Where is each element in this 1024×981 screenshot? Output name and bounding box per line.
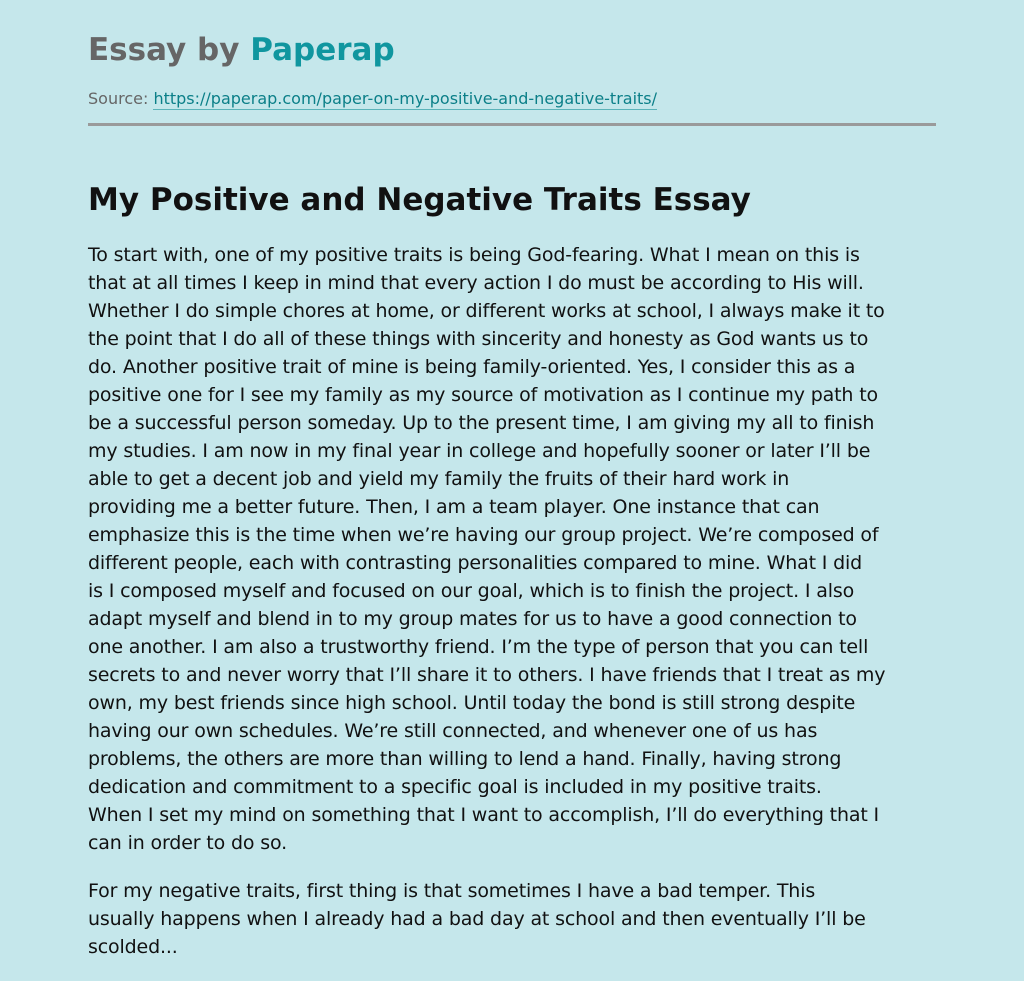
paragraph-line: adapt myself and blend in to my group mates for us to have a good connection to xyxy=(88,608,857,630)
paragraph-line: usually happens when I already had a bad day at school and then eventually I’ll be xyxy=(88,908,866,930)
header-divider xyxy=(88,123,936,126)
paragraph-line: able to get a decent job and yield my family the fruits of their hard work in xyxy=(88,468,790,490)
paragraph-line: For my negative traits, first thing is that sometimes I have a bad temper. This xyxy=(88,880,816,902)
paragraph-line: When I set my mind on something that I want to accomplish, I’ll do everything that I xyxy=(88,804,879,826)
paragraph-line: different people, each with contrasting personalities compared to mine. What I did xyxy=(88,552,863,574)
paragraph-line: emphasize this is the time when we’re having our group project. We’re composed of xyxy=(88,524,879,546)
paragraph-line: is I composed myself and focused on our goal, which is to finish the project. I also xyxy=(88,580,855,602)
paragraph-line: Whether I do simple chores at home, or different works at school, I always make it to xyxy=(88,300,885,322)
source-label: Source: xyxy=(88,89,154,108)
paragraph-line: providing me a better future. Then, I am a team player. One instance that can xyxy=(88,496,820,518)
paragraph-line: positive one for I see my family as my source of motivation as I continue my path to xyxy=(88,384,878,406)
brand-name: Paperap xyxy=(250,32,395,68)
site-brand xyxy=(88,30,395,70)
paragraph-line: To start with, one of my positive traits is being God-fearing. What I mean on this is xyxy=(88,244,860,266)
paragraph-line: scolded... xyxy=(88,936,178,958)
paragraph-line: secrets to and never worry that I’ll share it to others. I have friends that I treat as my xyxy=(88,664,886,686)
paragraph-line: can in order to do so. xyxy=(88,832,288,854)
paragraph-line: the point that I do all of these things with sincerity and honesty as God wants us to xyxy=(88,328,869,350)
paragraph-line: own, my best friends since high school. Until today the bond is still strong despite xyxy=(88,692,856,714)
essay-body xyxy=(88,241,948,981)
paragraph-line: be a successful person someday. Up to the present time, I am giving my all to finish xyxy=(88,412,875,434)
source-line xyxy=(88,88,657,110)
paragraph-line: do. Another positive trait of mine is being family-oriented. Yes, I consider this as a xyxy=(88,356,856,378)
paragraph-line: dedication and commitment to a specific goal is included in my positive traits. xyxy=(88,776,822,798)
paragraph-line: one another. I am also a trustworthy friend. I’m the type of person that you can tell xyxy=(88,636,869,658)
brand-prefix: Essay by xyxy=(88,32,251,68)
essay-paragraph-2 xyxy=(88,877,948,961)
paragraph-line: having our own schedules. We’re still connected, and whenever one of us has xyxy=(88,720,818,742)
paragraph-line: my studies. I am now in my final year in college and hopefully sooner or later I’ll be xyxy=(88,440,871,462)
paragraph-line: that at all times I keep in mind that every action I do must be according to His will. xyxy=(88,272,864,294)
paragraph-line: problems, the others are more than willing to lend a hand. Finally, having strong xyxy=(88,748,842,770)
essay-paragraph-1 xyxy=(88,241,948,857)
source-link[interactable]: https://paperap.com/paper-on-my-positive-and-negative-traits/ xyxy=(153,89,658,108)
essay-title: My Positive and Negative Traits Essay xyxy=(88,182,751,218)
